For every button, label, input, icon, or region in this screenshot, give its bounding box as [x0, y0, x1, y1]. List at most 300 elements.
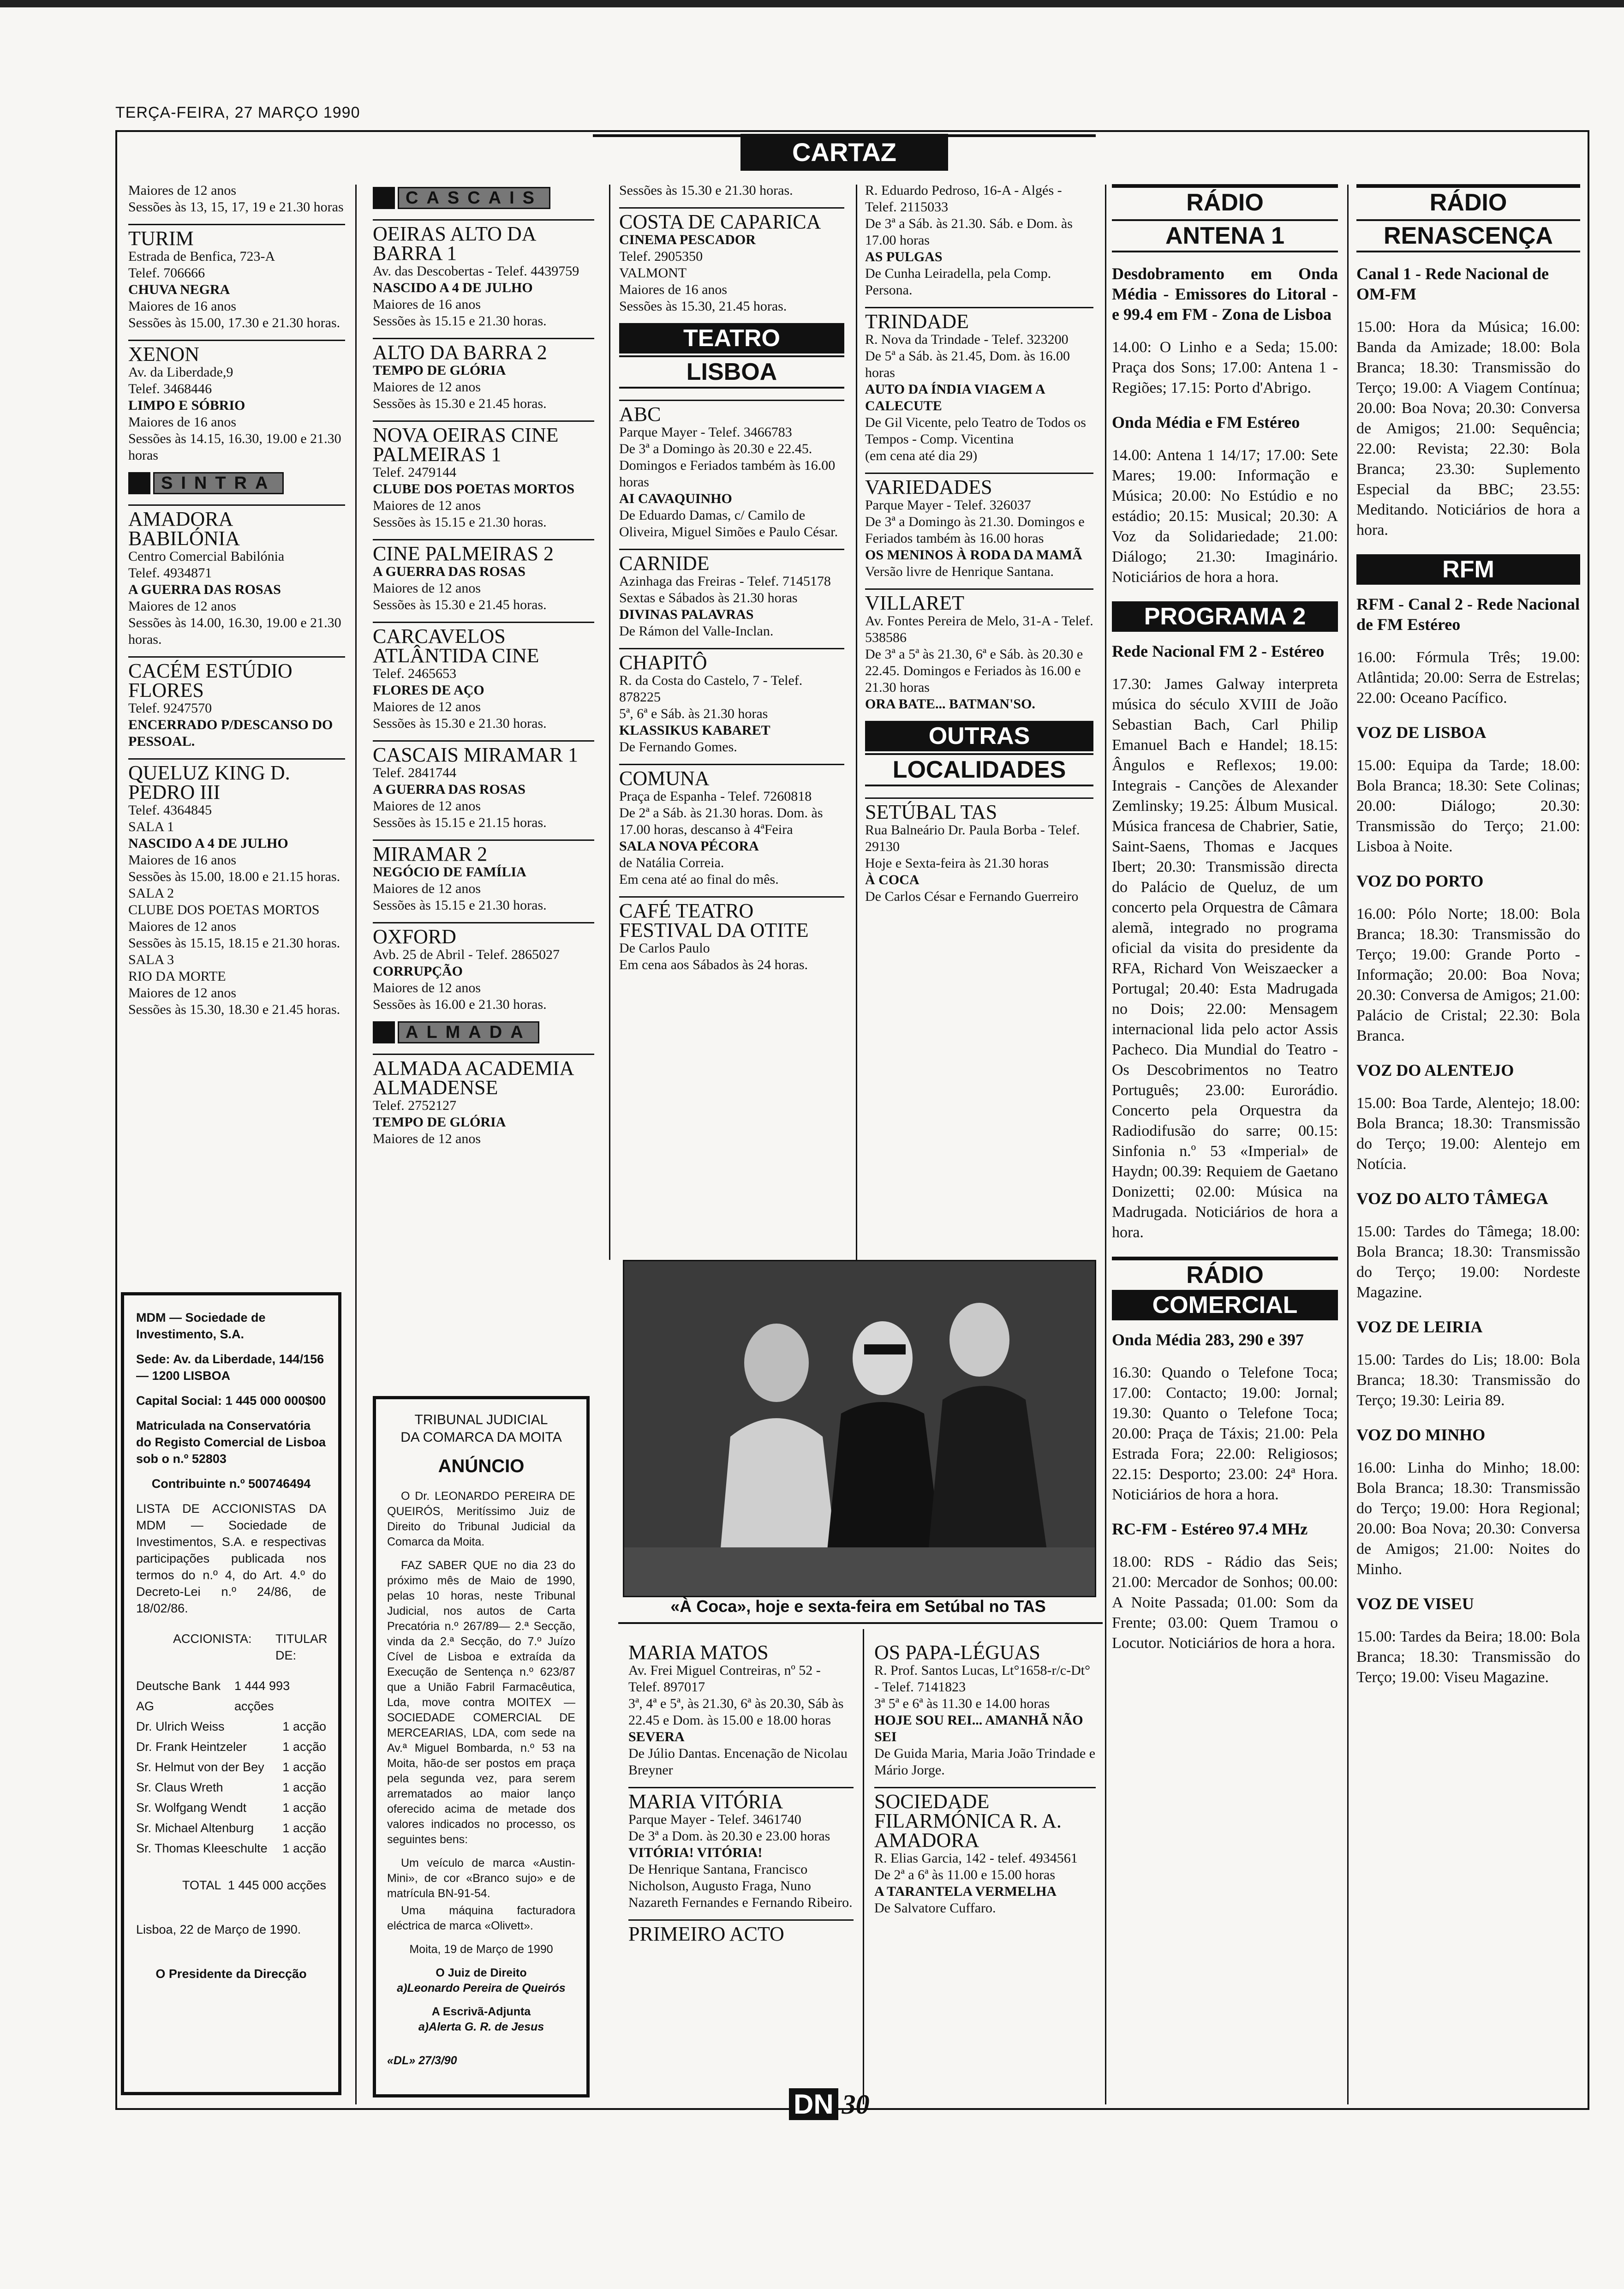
show-title: NASCIDO A 4 DE JULHO — [373, 280, 533, 295]
show-title: A TARANTELA VERMELHA — [874, 1884, 1057, 1899]
listing-detail: Sessões às 16.00 e 21.30 horas. — [373, 997, 547, 1012]
radio-subheading: Rede Nacional FM 2 - Estéreo — [1112, 642, 1325, 660]
venue-name: OS PAPA-LÉGUAS — [874, 1641, 1040, 1664]
newspaper-logo: DN — [789, 2088, 838, 2120]
listing-detail: Telef. 706666 — [128, 265, 205, 281]
radio-schedule: 15.00: Tardes da Beira; 18.00: Bola Branca; 18.30: Transmissão do Terço; 19.00: Viseu Magazine. — [1356, 1628, 1580, 1686]
listing-detail: Sessões às 15.15 e 21.30 horas. — [373, 515, 547, 530]
column-theatre-2 — [865, 182, 1093, 913]
listing-detail: Sextas e Sábados às 21.30 horas — [619, 590, 798, 605]
radio-schedule: 16.00: Pólo Norte; 18.00: Bola Branca; 18.30: Transmissão do Terço; 19.00: Grande Porto - Informação; 20.00: Boa Nova; 20.30: Conversa de Amigos; 21.00: Palácio de Cristal; 22.30: Bola Branca. — [1356, 905, 1580, 1044]
shareholder-shares: 1 acção — [282, 1780, 326, 1794]
listing — [874, 1643, 1096, 1779]
court-signature: O Juiz de Direito — [436, 1966, 527, 1979]
radio-header: RFM — [1356, 554, 1580, 585]
listing-detail: 3ª 5ª e 6ª às 11.30 e 14.00 horas — [874, 1696, 1050, 1711]
listing-detail: SALA 3 — [128, 952, 174, 967]
mdm-taxid: Contribuinte n.º 500746494 — [151, 1477, 311, 1491]
venue-name: MARIA MATOS — [628, 1641, 769, 1664]
show-title: DIVINAS PALAVRAS — [619, 607, 754, 622]
listing — [619, 764, 844, 888]
radio-intro: Desdobramento em Onda Média - Emissores do Litoral - e 99.4 em FM - Zona de Lisboa — [1112, 264, 1338, 324]
page-top-edge — [0, 0, 1624, 7]
listing-detail: SALA 1 — [128, 819, 174, 834]
venue-name: TURIM — [128, 227, 194, 250]
venue-name: MARIA VITÓRIA — [628, 1790, 783, 1813]
listing-detail: Sessões às 15.00, 18.00 e 21.15 horas. — [128, 869, 340, 884]
listing — [619, 207, 844, 315]
mdm-shareholder-row — [136, 1798, 326, 1818]
radio-schedule: 17.30: James Galway interpreta música do século XVIII de João Sebastian Bach, Carl Philip Emanuel Bach e Handel; 18.15: Ângulos e Reflexos; 19.00: Integrais - Canções de Alexander Zemlinsky; 19.25: Álbum Musical. Música francesa de Chabrier, Satie, Saint-Saens, Thomas e Jacques Ibert; 20.30: Transmissão directa do Palácio de Queluz, de um concerto pela Orquestra de Câmara alemã, integrado no programa oficial da visita do presidente da RFA, Richard Von Weiszaecker a Portugal; 20.40: Esta Madrugada no Dois; 22.00: Mensagem internacional lida pelo actor Assis Pacheco. Dia Mundial do Teatro - Os Descobrimentos no Teatro Português; 23.00: Eurorádio. Concerto pela Orquestra da Radiodifusão do sarre; 00.15: Sinfonia n.º 53 «Imperial» de Haydn; 00.39: Requiem de Gaetano Donizetti; 02.00: Música na Madrugada. Noticiários de hora a hora. — [1112, 676, 1338, 1241]
shareholder-shares: 1 acção — [282, 1740, 326, 1754]
listing-detail: Telef. 3468446 — [128, 381, 212, 396]
show-title: CINEMA PESCADOR — [619, 232, 756, 247]
venue-name: CHAPITÔ — [619, 651, 707, 674]
listing-detail: Em cena aos Sábados às 24 horas. — [619, 957, 808, 972]
section-header: TEATRO — [619, 323, 844, 354]
venue-name: CAFÉ TEATRO FESTIVAL DA OTITE — [619, 899, 809, 941]
shareholder-name: Sr. Helmut von der Bey — [136, 1760, 264, 1774]
play-photo — [623, 1260, 1096, 1597]
radio-header: ANTENA 1 — [1112, 219, 1338, 252]
mdm-signature: O Presidente da Direcção — [155, 1967, 307, 1981]
listing-detail: Sessões às 15.30 e 21.30 horas. — [373, 716, 547, 731]
listing — [128, 182, 345, 216]
show-title: NEGÓCIO DE FAMÍLIA — [373, 864, 526, 880]
venue-name: COMUNA — [619, 767, 710, 790]
mdm-total-value: 1 445 000 acções — [227, 1878, 326, 1892]
listing-detail: De 3ª a Sáb. às 21.30. Sáb. e Dom. às 17.00 horas — [865, 216, 1073, 248]
column-rule — [1105, 185, 1106, 2104]
show-title: AS PULGAS — [865, 249, 943, 264]
listing-detail: Versão livre de Henrique Santana. — [865, 564, 1054, 579]
show-title: SEVERA — [628, 1729, 685, 1744]
column-radio-1 — [1112, 182, 1338, 1667]
listing-detail: R. Prof. Santos Lucas, Lt°1658-r/c-Dt° - Telef. 7141823 — [874, 1663, 1091, 1695]
listing-detail: Centro Comercial Babilónia — [128, 549, 285, 564]
region-square — [373, 187, 395, 209]
photo-caption: «À Coca», hoje e sexta-feira em Setúbal no TAS — [670, 1597, 1046, 1616]
venue-name: MIRAMAR 2 — [373, 843, 488, 865]
listing-detail: De 2ª a 6ª às 11.00 e 15.00 horas — [874, 1867, 1056, 1882]
mdm-address: Sede: Av. da Liberdade, 144/156 — 1200 LISBOA — [136, 1352, 324, 1383]
venue-name: ABC — [619, 403, 661, 425]
column-theatre-1 — [619, 182, 844, 982]
listing-detail: Parque Mayer - Telef. 3466783 — [619, 425, 792, 440]
section-title: CARTAZ — [740, 134, 948, 171]
radio-schedule: 14.00: O Linho e a Seda; 15.00: Praça dos Sons; 17.00: Antena 1 - Regiões; 17.15: Porto d'Abrigo. — [1112, 339, 1338, 396]
listing — [128, 340, 345, 464]
show-title: VITÓRIA! VITÓRIA! — [628, 1845, 763, 1860]
venue-name: SETÚBAL TAS — [865, 801, 997, 823]
radio-header: RÁDIO — [1356, 184, 1580, 217]
listing — [373, 740, 594, 831]
listing-detail: De Carlos Paulo — [619, 941, 710, 956]
mdm-col-holder: TITULAR DE: — [275, 1632, 328, 1662]
venue-name: AMADORA BABILÓNIA — [128, 508, 240, 550]
venue-name: CACÉM ESTÚDIO FLORES — [128, 659, 293, 701]
show-title: NASCIDO A 4 DE JULHO — [128, 836, 288, 851]
listing-detail: Maiores de 16 anos — [619, 282, 728, 297]
mdm-shareholder-row — [136, 1716, 326, 1737]
region-banner — [373, 187, 594, 209]
show-title: A GUERRA DAS ROSAS — [373, 564, 525, 579]
venue-name: XENON — [128, 343, 199, 366]
court-notice — [373, 1396, 590, 2097]
radio-schedule: 18.00: RDS - Rádio das Seis; 21.00: Mercador de Sonhos; 00.00: A Noite Passada; 01.00: Som da Frente; 03.00: Quem Tramou o Locutor. Noticiários de hora a hora. — [1112, 1553, 1338, 1652]
regional-station-name: VOZ DE LEIRIA — [1356, 1318, 1483, 1336]
listing-detail: Av. Fontes Pereira de Melo, 31-A - Telef. 538586 — [865, 613, 1093, 645]
listing — [619, 896, 844, 973]
court-body: FAZ SABER QUE no dia 23 do próximo mês de Maio de 1990, pelas 10 horas, neste Tribunal Judicial, nos autos de Carta Precatória n.º 267/89— 2.ª Secção, vinda da 2.ª Secção, do 7.º Juízo Cível de Lisboa e extraída da Execução de Sentença n.º 623/87 que a União Fabril Farmacêutica, Lda, move contra MOITEX — SOCIEDADE COMERCIAL DE MERCEARIAS, LDA, com sede na Av.ª Miguel Bombarda, n.º 53 na Moita, hão-de ser postos em praça pela segunda vez, para serem arrematados ao maior lanço oferecido acima de metade dos valores indicados no processo, os seguintes bens: — [387, 1559, 575, 1846]
region-name: CASCAIS — [398, 187, 550, 209]
listing — [128, 656, 345, 750]
listing-detail: De Rámon del Valle-Inclan. — [619, 623, 774, 639]
listing — [865, 182, 1093, 299]
radio-subheading: Onda Média 283, 290 e 397 — [1112, 1330, 1304, 1349]
listing-detail: Parque Mayer - Telef. 326037 — [865, 497, 1031, 513]
venue-name: CASCAIS MIRAMAR 1 — [373, 743, 578, 766]
venue-name: VILLARET — [865, 592, 965, 614]
show-title: À COCA — [865, 872, 919, 887]
venue-name: TRINDADE — [865, 310, 969, 333]
listing-detail: De 2ª a Sáb. às 21.30 horas. Dom. às 17.00 horas, descanso à 4ªFeira — [619, 805, 823, 837]
court-signature: a)Leonardo Pereira de Queirós — [397, 1982, 566, 1995]
listing-detail: Sessões às 15.30, 21.45 horas. — [619, 299, 787, 314]
radio-subheading: Canal 1 - Rede Nacional de OM-FM — [1356, 264, 1549, 303]
regional-station-name: VOZ DO PORTO — [1356, 872, 1484, 890]
court-body: Um veículo de marca «Austin-Mini», de cor «Branco sujo» e de matrícula BN-91-54. — [387, 1857, 575, 1900]
show-title: ENCERRADO P/DESCANSO DO PESSOAL. — [128, 717, 333, 749]
show-title: TEMPO DE GLÓRIA — [373, 1115, 506, 1130]
listing-detail: Sessões às 15.15 e 21.30 horas. — [373, 898, 547, 913]
listing — [619, 648, 844, 755]
listing — [865, 797, 1093, 905]
court-body: O Dr. LEONARDO PEREIRA DE QUEIRÓS, Meritíssimo Juiz de Direito do Tribunal Judicial da Comarca da Moita. — [387, 1490, 575, 1548]
show-title: A GUERRA DAS ROSAS — [128, 582, 281, 597]
show-title: KLASSIKUS KABARET — [619, 723, 770, 738]
listing-detail: Av. Frei Miguel Contreiras, nº 52 - Telef. 897017 — [628, 1663, 821, 1695]
listing-detail: Maiores de 12 anos — [373, 699, 481, 714]
show-title: OS MENINOS À RODA DA MAMÃ — [865, 547, 1082, 563]
regional-station-name: VOZ DO ALTO TÂMEGA — [1356, 1189, 1548, 1208]
radio-schedule: 16.00: Linha do Minho; 18.00: Bola Branca; 18.30: Transmissão do Terço; 19.00: Hora Regional; 20.00: Boa Nova; 20.30: Conversa de Amigos; 21.00: Noites do Minho. — [1356, 1459, 1580, 1578]
listing-detail: Telef. 2905350 — [619, 249, 703, 264]
listing-detail: Sessões às 15.30 e 21.45 horas. — [373, 597, 547, 612]
page-footer — [789, 2088, 870, 2121]
venue-name: PRIMEIRO ACTO — [628, 1923, 784, 1945]
mdm-total-label: TOTAL — [182, 1878, 221, 1892]
listing-detail: Av. da Liberdade,9 — [128, 365, 233, 380]
radio-schedule: 15.00: Equipa da Tarde; 18.00: Bola Branca; 18.30: Sete Colinas; 20.00: Diálogo; 20.30: Transmissão do Terço; 21.00: Lisboa à Noite. — [1356, 757, 1580, 855]
page-number: 30 — [842, 2089, 870, 2120]
regional-station-name: VOZ DO MINHO — [1356, 1426, 1486, 1444]
radio-header: RÁDIO — [1112, 184, 1338, 217]
listing-detail: 5ª, 6ª e Sáb. às 21.30 horas — [619, 706, 768, 721]
mdm-registry: Matriculada na Conservatória do Registo Comercial de Lisboa sob o n.º 52803 — [136, 1419, 326, 1466]
listing — [373, 622, 594, 732]
shareholder-name: Sr. Claus Wreth — [136, 1780, 223, 1794]
radio-schedule: 14.00: Antena 1 14/17; 17.00: Sete Mares; 19.00: Informação e Música; 20.00: No Estúdio e no estádio; 20.15: Musical; 20.30: A Voz da Solidariedade; 21.00: Diálogo; 21.30: Imaginário. Noticiários de hora a hora. — [1112, 447, 1338, 586]
radio-header: PROGRAMA 2 — [1112, 601, 1338, 632]
venue-name: SOCIEDADE FILARMÓNICA R. A. AMADORA — [874, 1790, 1062, 1852]
listing-detail: RIO DA MORTE — [128, 969, 226, 984]
listing-detail: R. da Costa do Castelo, 7 - Telef. 878225 — [619, 673, 803, 705]
listing-detail: Sessões às 15.15 e 21.30 horas. — [373, 313, 547, 329]
photo-illustration — [624, 1261, 1095, 1596]
listing-detail: Maiores de 16 anos — [128, 852, 237, 868]
listing-detail: Maiores de 12 anos — [128, 183, 237, 198]
listing-detail: Sessões às 15.30 e 21.30 horas. — [619, 183, 793, 198]
listing-detail: Telef. 2841744 — [373, 765, 457, 780]
column-rule — [1347, 185, 1349, 2104]
listing-detail: De Henrique Santana, Francisco Nicholson, Augusto Fraga, Nuno Nazareth Fernandes e Fernando Ribeiro. — [628, 1862, 853, 1910]
mdm-notice — [121, 1292, 341, 2095]
listing-detail: De Júlio Dantas. Encenação de Nicolau Breyner — [628, 1746, 848, 1778]
mdm-shareholder-row — [136, 1737, 326, 1757]
listing-detail: De Eduardo Damas, c/ Camilo de Oliveira, Miguel Simões e Paulo César. — [619, 508, 838, 539]
listing-detail: Maiores de 12 anos — [373, 1131, 481, 1146]
column-cinema-1 — [128, 182, 345, 1026]
listing-detail: SALA 2 — [128, 886, 174, 901]
column-rule — [355, 185, 357, 2104]
listing-detail: De 3ª a 5ª às 21.30, 6ª e Sáb. às 20.30 e 22.45. Domingos e Feriados às 16.00 e 21.30 horas — [865, 647, 1083, 695]
listing-detail: De 5ª a Sáb. às 21.45, Dom. às 16.00 horas — [865, 348, 1070, 380]
listing-detail: Maiores de 16 anos — [128, 299, 237, 314]
court-signature: A Escrivã-Adjunta — [431, 2005, 531, 2018]
listing-detail: Telef. 2752127 — [373, 1098, 457, 1113]
shareholder-name: Sr. Wolfgang Wendt — [136, 1801, 247, 1815]
column-cinema-2 — [373, 182, 594, 1156]
section-header: LOCALIDADES — [865, 753, 1093, 786]
region-name: SINTRA — [153, 472, 284, 494]
regional-stations — [1356, 722, 1580, 1688]
mdm-shareholder-row — [136, 1777, 326, 1798]
mdm-shareholder-table — [136, 1676, 326, 1858]
listing-detail: De Salvatore Cuffaro. — [874, 1900, 996, 1916]
radio-header: COMERCIAL — [1112, 1290, 1338, 1320]
listing-detail: Sessões às 13, 15, 17, 19 e 21.30 horas — [128, 199, 344, 215]
listing-detail: R. Nova da Trindade - Telef. 323200 — [865, 332, 1069, 347]
listing — [128, 504, 345, 648]
venue-name: ALTO DA BARRA 2 — [373, 341, 547, 364]
listing-detail: (em cena até dia 29) — [865, 448, 978, 463]
radio-header: RÁDIO — [1112, 1257, 1338, 1290]
venue-name: OXFORD — [373, 925, 456, 948]
show-title: CORRUPÇÃO — [373, 964, 463, 979]
listing — [619, 400, 844, 540]
show-title: AUTO DA ÍNDIA VIAGEM A CALECUTE — [865, 382, 1045, 413]
listing-detail: De 3ª a Domingo às 20.30 e 22.45. Domingos e Feriados também às 16.00 horas — [619, 441, 836, 490]
listing-detail: Sessões às 15.30 e 21.45 horas. — [373, 396, 547, 411]
column-rule — [863, 1629, 864, 2104]
listing-detail: 3ª, 4ª e 5ª, às 21.30, 6ª às 20.30, Sáb às 22.45 e Dom. às 15.00 e 18.00 horas — [628, 1696, 844, 1728]
listing — [628, 1919, 854, 1944]
listing-detail: Maiores de 12 anos — [373, 980, 481, 995]
listing — [619, 549, 844, 640]
region-banner — [373, 1021, 594, 1043]
listing-detail: Av. das Descobertas - Telef. 4439759 — [373, 264, 579, 279]
mdm-shareholder-row — [136, 1838, 326, 1858]
column-rule — [856, 185, 857, 1260]
listing-detail: Maiores de 12 anos — [373, 379, 481, 395]
radio-subheading: RFM - Canal 2 - Rede Nacional de FM Estéreo — [1356, 595, 1580, 634]
mdm-shareholder-row — [136, 1757, 326, 1777]
shareholder-name: Sr. Thomas Kleeschulte — [136, 1841, 268, 1855]
listing-detail: De Carlos César e Fernando Guerreiro — [865, 889, 1079, 904]
listing — [619, 182, 844, 199]
radio-subheading: Onda Média e FM Estéreo — [1112, 413, 1300, 431]
court-body: Uma máquina facturadora eléctrica de marca «Olivett». — [387, 1904, 575, 1932]
listing-detail: Sessões às 14.15, 16.30, 19.00 e 21.30 horas — [128, 431, 341, 463]
mdm-table-header — [136, 1630, 326, 1664]
region-banner — [128, 472, 345, 494]
listing — [373, 420, 594, 531]
court-signature: a)Alerta G. R. de Jesus — [418, 2020, 544, 2033]
listing-detail: De Cunha Leiradella, pela Comp. Persona. — [865, 266, 1051, 298]
listing — [373, 338, 594, 412]
listing — [865, 307, 1093, 464]
listing — [373, 922, 594, 1013]
show-title: CLUBE DOS POETAS MORTOS — [373, 481, 575, 497]
listing-detail: Telef. 2465653 — [373, 666, 457, 681]
listing — [628, 1643, 854, 1779]
listing-detail: Estrada de Benfica, 723-A — [128, 249, 275, 264]
listing-detail: R. Elias Garcia, 142 - telef. 4934561 — [874, 1851, 1078, 1866]
listing-detail: Parque Mayer - Telef. 3461740 — [628, 1812, 801, 1827]
listing-detail: de Natália Correia. — [619, 855, 724, 870]
listing-detail: Maiores de 12 anos — [373, 881, 481, 896]
region-square — [373, 1021, 395, 1043]
show-title: A GUERRA DAS ROSAS — [373, 782, 525, 797]
mdm-name: MDM — Sociedade de Investimento, S.A. — [136, 1311, 266, 1341]
mdm-date: Lisboa, 22 de Março de 1990. — [136, 1923, 301, 1936]
venue-name: QUELUZ KING D. PEDRO III — [128, 761, 290, 803]
listing-detail: Telef. 2479144 — [373, 465, 457, 480]
region-square — [128, 472, 150, 494]
venue-name: VARIEDADES — [865, 476, 992, 498]
listing — [373, 539, 594, 613]
listing — [373, 1054, 594, 1147]
listing — [128, 224, 345, 331]
mdm-shareholder-row — [136, 1818, 326, 1838]
listing-detail: CLUBE DOS POETAS MORTOS — [128, 902, 320, 917]
mdm-col-shareholder: ACCIONISTA: — [173, 1632, 252, 1646]
region-name: ALMADA — [398, 1021, 539, 1043]
shareholder-shares: 1 444 993 acções — [234, 1679, 290, 1713]
section-header: OUTRAS — [865, 721, 1093, 751]
listing — [628, 1787, 854, 1911]
shareholder-name: Dr. Frank Heintzeler — [136, 1740, 247, 1754]
radio-schedule: 16.00: Fórmula Três; 19.00: Atlântida; 20.00: Serra de Estrelas; 22.00: Oceano Pacífico. — [1356, 649, 1580, 707]
listing-detail: Maiores de 12 anos — [373, 798, 481, 814]
listing-detail: Maiores de 12 anos — [128, 599, 237, 614]
listing-detail: Praça de Espanha - Telef. 7260818 — [619, 789, 812, 804]
regional-station-name: VOZ DO ALENTEJO — [1356, 1061, 1514, 1079]
listing-detail: De Gil Vicente, pelo Teatro de Todos os Tempos - Comp. Vicentina — [865, 415, 1086, 447]
section-header: LISBOA — [619, 355, 844, 389]
section-rule — [618, 1622, 1103, 1624]
shareholder-shares: 1 acção — [282, 1760, 326, 1774]
shareholder-name: Sr. Michael Altenburg — [136, 1821, 254, 1835]
listing-detail: Sessões às 14.00, 16.30, 19.00 e 21.30 horas. — [128, 615, 341, 647]
listing-detail: Hoje e Sexta-feira às 21.30 horas — [865, 856, 1049, 871]
venue-name: COSTA DE CAPARICA — [619, 210, 821, 233]
court-title: TRIBUNAL JUDICIAL — [414, 1412, 548, 1427]
mdm-total-row — [136, 1877, 326, 1894]
court-heading: ANÚNCIO — [438, 1456, 525, 1476]
shareholder-name: Dr. Ulrich Weiss — [136, 1720, 225, 1733]
listing-detail: Sessões às 15.15, 18.15 e 21.30 horas. — [128, 935, 340, 951]
court-title: DA COMARCA DA MOITA — [400, 1430, 562, 1445]
listing-detail: Sessões às 15.15 e 21.15 horas. — [373, 815, 547, 830]
listing — [128, 758, 345, 1018]
column-theatre-4 — [874, 1643, 1096, 1925]
venue-name: OEIRAS ALTO DA BARRA 1 — [373, 222, 536, 264]
show-title: FLORES DE AÇO — [373, 683, 484, 698]
show-title: TEMPO DE GLÓRIA — [373, 363, 506, 378]
listing-detail: Telef. 4364845 — [128, 803, 212, 818]
listing-detail: Azinhaga das Freiras - Telef. 7145178 — [619, 574, 831, 589]
mdm-capital: Capital Social: 1 445 000 000$00 — [136, 1394, 326, 1408]
listing — [865, 473, 1093, 580]
listing-detail: R. Eduardo Pedroso, 16-A - Algés - Telef. 2115033 — [865, 183, 1062, 215]
shareholder-name: Deutsche Bank AG — [136, 1679, 221, 1713]
listing-detail: Sessões às 15.00, 17.30 e 21.30 horas. — [128, 315, 340, 330]
column-radio-2 — [1356, 182, 1580, 1702]
court-date: Moita, 19 de Março de 1990 — [409, 1943, 553, 1956]
shareholder-shares: 1 acção — [282, 1801, 326, 1815]
show-title: LIMPO E SÓBRIO — [128, 398, 245, 413]
shareholder-shares: 1 acção — [282, 1821, 326, 1835]
shareholder-shares: 1 acção — [282, 1720, 326, 1733]
listing-detail: Sessões às 15.30, 18.30 e 21.45 horas. — [128, 1002, 340, 1017]
listing-detail: Maiores de 12 anos — [128, 985, 237, 1001]
listing-detail: De Guida Maria, Maria João Trindade e Mário Jorge. — [874, 1746, 1096, 1778]
listing — [874, 1787, 1096, 1917]
radio-schedule: 16.30: Quando o Telefone Toca; 17.00: Contacto; 19.00: Jornal; 19.30: Quanto o Telefone Toca; 20.00: Praça de Táxis; 21.00: Pela Estrada Fora; 22.00: Religiosos; 22.15: Desporto; 23.00: 24ª Hora. Noticiários de hora a hora. — [1112, 1364, 1338, 1503]
regional-station-name: VOZ DE VISEU — [1356, 1594, 1474, 1613]
listing — [373, 839, 594, 914]
mdm-list-intro: LISTA DE ACCIONISTAS DA MDM — Sociedade de Investimentos, S.A. e respectivas participações publicada nos termos do n.º 4, do Art. 4.º do Decreto-Lei n.º 24/86, de 18/02/86. — [136, 1502, 326, 1615]
listing-detail: Avb. 25 de Abril - Telef. 2865027 — [373, 947, 560, 962]
show-title: CHUVA NEGRA — [128, 282, 230, 297]
venue-name: NOVA OEIRAS CINE PALMEIRAS 1 — [373, 424, 559, 466]
radio-schedule: 15.00: Tardes do Lis; 18.00: Bola Branca; 18.30: Transmissão do Terço; 19.30: Leiria 89. — [1356, 1351, 1580, 1409]
listing-detail: Maiores de 12 anos — [373, 498, 481, 513]
venue-name: CARCAVELOS ATLÂNTIDA CINE — [373, 625, 539, 667]
court-reference: «DL» 27/3/90 — [387, 2054, 457, 2067]
shareholder-shares: 1 acção — [282, 1841, 326, 1855]
listing-detail: Em cena até ao final do mês. — [619, 872, 779, 887]
column-rule — [609, 185, 610, 1260]
listing-detail: De 3ª a Dom. às 20.30 e 23.00 horas — [628, 1828, 830, 1844]
listing-detail: Maiores de 12 anos — [128, 919, 237, 934]
show-title: AI CAVAQUINHO — [619, 491, 732, 506]
venue-name: ALMADA ACADEMIA ALMADENSE — [373, 1057, 573, 1099]
radio-subheading: RC-FM - Estéreo 97.4 MHz — [1112, 1520, 1308, 1538]
listing — [865, 588, 1093, 713]
listing-detail: Maiores de 12 anos — [373, 581, 481, 596]
regional-station-name: VOZ DE LISBOA — [1356, 723, 1487, 742]
show-title: ORA BATE... BATMAN'SO. — [865, 696, 1035, 712]
venue-name: CINE PALMEIRAS 2 — [373, 542, 554, 565]
listing-detail: De 3ª a Domingo às 21.30. Domingos e Feriados também às 16.00 horas — [865, 514, 1085, 546]
listing-detail: De Fernando Gomes. — [619, 739, 737, 755]
listing-detail: Rua Balneário Dr. Paula Borba - Telef. 29130 — [865, 822, 1080, 854]
listing-detail: Maiores de 16 anos — [128, 414, 237, 430]
listing-detail: Maiores de 16 anos — [373, 297, 481, 312]
